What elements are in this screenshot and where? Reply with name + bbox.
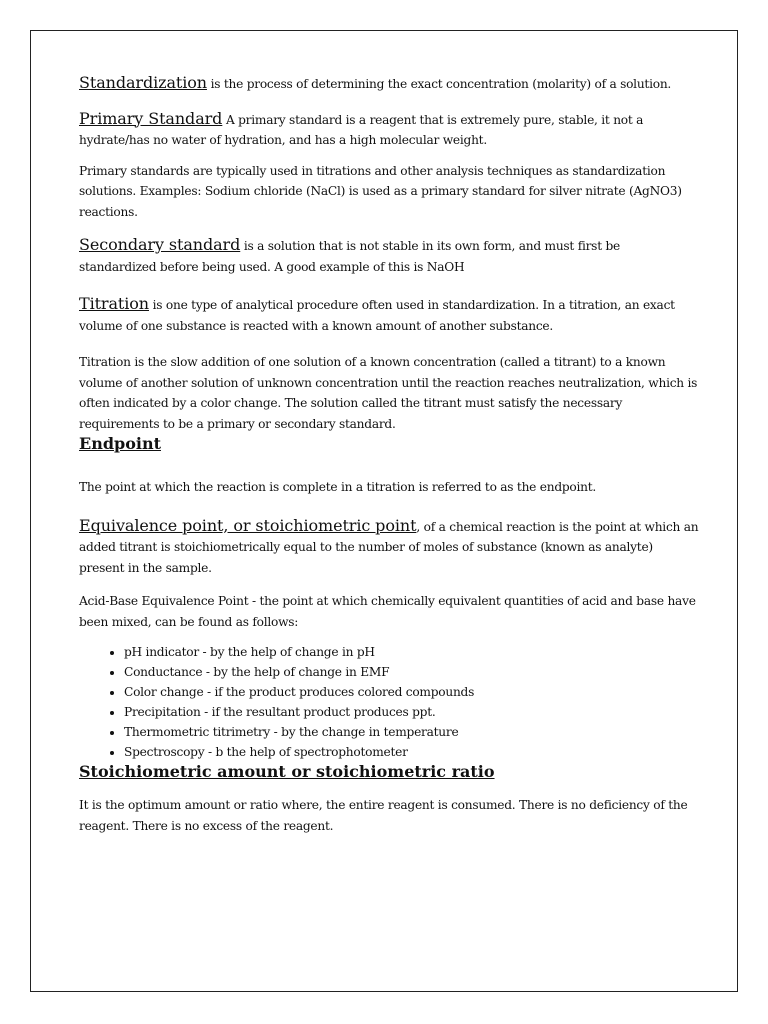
endpoint-heading: Endpoint: [79, 434, 161, 453]
primary-standard-definition: A primary standard is a reagent that is extremely pure, stable, it not a hydrate/has no water of hydration, and has a high molecular weight.: [79, 112, 644, 147]
standardization-term: Standardization: [79, 73, 207, 92]
stoichiometric-amount-heading: Stoichiometric amount or stoichiometric ratio: [79, 762, 495, 781]
secondary-standard-term: Secondary standard: [79, 235, 241, 254]
list-item: • pH indicator - by the help of change in pH: [124, 642, 699, 662]
secondary-standard-paragraph: [79, 235, 699, 277]
titration-paragraph: [79, 294, 699, 336]
equivalence-methods-list: [79, 642, 699, 762]
list-item: • Thermometric titrimetry - by the change in temperature: [124, 722, 699, 742]
equivalence-point-paragraph: [79, 516, 699, 579]
document-content: [79, 73, 699, 836]
equivalence-point-definition: , of a chemical reaction is the point at which an added titrant is stoichiometrically equal to the number of moles of substance (known as analyte) present in the sample.: [79, 519, 699, 575]
list-item: • Color change - if the product produces colored compounds: [124, 682, 699, 702]
list-item: • Conductance - by the help of change in EMF: [124, 662, 699, 682]
titration-term: Titration: [79, 294, 149, 313]
stoichiometric-amount-text: It is the optimum amount or ratio where, the entire reagent is consumed. There is no deficiency of the reagent. There is no excess of the reagent.: [79, 798, 688, 833]
standardization-definition: is the process of determining the exact concentration (molarity) of a solution.: [206, 77, 672, 91]
primary-standard-usage: Primary standards are typically used in titrations and other analysis techniques as standardization solutions. Examples: Sodium chloride (NaCl) is used as a primary standard for silver nitrate (AgNO3) reactions.: [79, 163, 682, 219]
standardization-paragraph: [79, 73, 699, 95]
equivalence-point-term: Equivalence point, or stoichiometric point: [79, 515, 417, 535]
titration-definition: is one type of analytical procedure often used in standardization. In a titration, an exact volume of one substance is reacted with a known amount of another substance.: [79, 298, 675, 333]
document-page: [30, 30, 738, 992]
acid-base-equivalence-text: Acid-Base Equivalence Point - the point at which chemically equivalent quantities of acid and base have been mixed, can be found as follows:: [79, 594, 696, 629]
primary-standard-paragraph: [79, 109, 699, 151]
primary-standard-term: Primary Standard: [79, 108, 223, 128]
list-item: • Precipitation - if the resultant product produces ppt.: [124, 702, 699, 722]
endpoint-text: The point at which the reaction is complete in a titration is referred to as the endpoint.: [79, 480, 597, 494]
titration-description: Titration is the slow addition of one solution of a known concentration (called a titrant) to a known volume of another solution of unknown concentration until the reaction reaches neutralization, which is often indicated by a color change. The solution called the titrant must satisfy the necessary requirements to be a primary or secondary standard.: [79, 355, 698, 431]
list-item: • Spectroscopy - b the help of spectrophotometer: [124, 742, 699, 762]
secondary-standard-definition: is a solution that is not stable in its own form, and must first be standardized before being used. A good example of this is NaOH: [79, 239, 620, 274]
